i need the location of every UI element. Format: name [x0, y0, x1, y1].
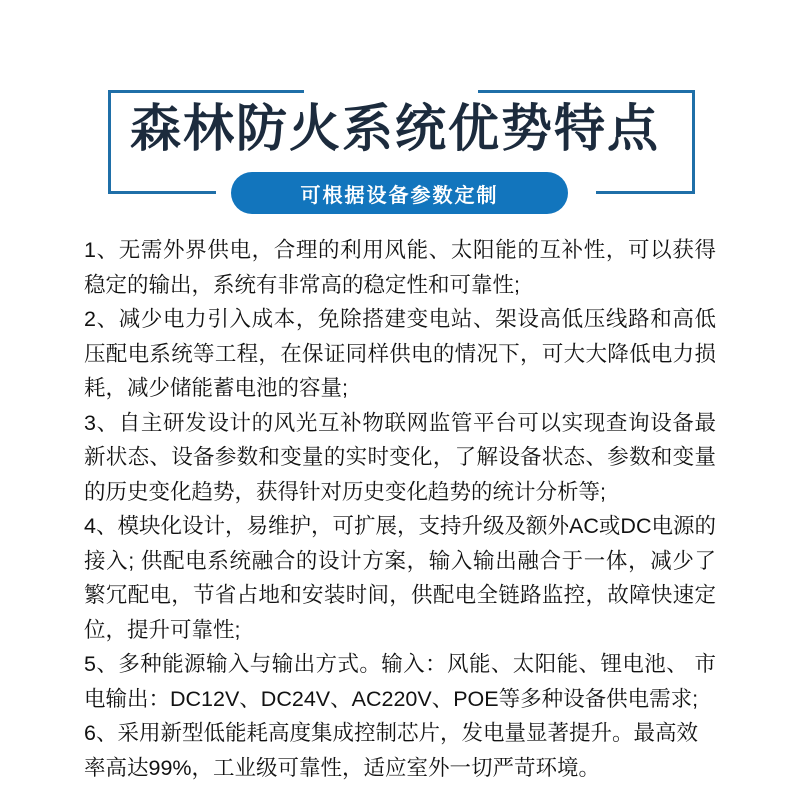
banner-frame-bottom-left-segment: [108, 191, 216, 194]
feature-list: [84, 233, 716, 785]
customization-badge-label: 可根据设备参数定制: [300, 184, 499, 207]
feature-item-4: 4、模块化设计，易维护，可扩展，支持升级及额外AC或DC电源的接入; 供配电系统融合的设计方案，输入输出融合于一体，减少了繁冗配电，节省占地和安装时间，供配电全链路监控，故障快速定位，提升可靠性;: [84, 514, 716, 642]
customization-badge: [231, 172, 568, 214]
banner-frame-top-left-segment: [108, 90, 304, 93]
header-banner: [0, 0, 790, 222]
page-title: 森林防火系统优势特点: [129, 100, 660, 157]
feature-item-6: 6、采用新型低能耗高度集成控制芯片，发电量显著提升。最高效率高达99%，工业级可靠性，适应室外一切严苛环境。: [84, 721, 698, 780]
feature-item-5: 5、多种能源输入与输出方式。输入：风能、太阳能、锂电池、 市电输出：DC12V、DC24V、AC220V、POE等多种设备供电需求;: [84, 652, 716, 711]
feature-item-1: 1、无需外界供电，合理的利用风能、太阳能的互补性，可以获得稳定的输出，系统有非常高的稳定性和可靠性;: [84, 238, 716, 297]
banner-frame-bottom-right-segment: [596, 191, 695, 194]
feature-item-3: 3、自主研发设计的风光互补物联网监管平台可以实现查询设备最新状态、设备参数和变量的实时变化，了解设备状态、参数和变量的历史变化趋势，获得针对历史变化趋势的统计分析等;: [84, 410, 716, 504]
banner-frame-top-right-segment: [478, 90, 695, 93]
feature-item-2: 2、减少电力引入成本，免除搭建变电站、架设高低压线路和高低压配电系统等工程，在保证同样供电的情况下，可大大降低电力损耗，减少储能蓄电池的容量;: [84, 307, 716, 400]
